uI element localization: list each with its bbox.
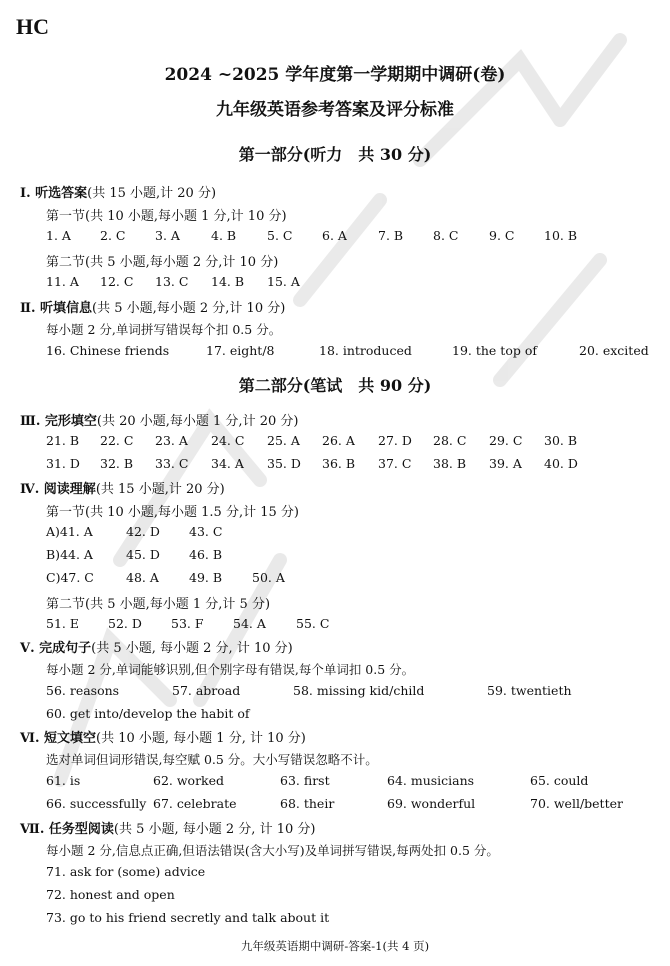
answer-item: 46. B	[189, 547, 223, 562]
answer-item: 11. A	[46, 274, 79, 289]
answer-item: 32. B	[100, 456, 134, 471]
answer-item: 70. well/better	[530, 796, 623, 811]
sec4-sub2: 第二节(共 5 小题,每小题 1 分,计 5 分)	[46, 597, 271, 612]
answer-item: 13. C	[155, 274, 189, 289]
answer-item: 16. Chinese friends	[46, 343, 170, 358]
sec4-sub1: 第一节(共 10 小题,每小题 1.5 分,计 15 分)	[46, 505, 299, 520]
answer-item: 53. F	[171, 616, 204, 631]
answer-item: 28. C	[433, 433, 467, 448]
answer-item: 69. wonderful	[387, 796, 476, 811]
answer-item: 33. C	[155, 456, 189, 471]
answer-item: 18. introduced	[319, 343, 412, 358]
answer-item: 31. D	[46, 456, 80, 471]
answer-item: 45. D	[126, 547, 160, 562]
sec1-sub1: 第一节(共 10 小题,每小题 1 分,计 10 分)	[46, 209, 287, 224]
sec2-note: 每小题 2 分,单词拼写错误每个扣 0.5 分。	[46, 322, 282, 337]
answer-item: 27. D	[378, 433, 412, 448]
answer-item: 62. worked	[153, 773, 225, 788]
answer-item: B)44. A	[46, 547, 93, 562]
answer-item: 37. C	[378, 456, 412, 471]
answer-item: 67. celebrate	[153, 796, 237, 811]
answer-item: 72. honest and open	[46, 887, 175, 902]
answer-item: 61. is	[46, 773, 81, 788]
sec3-title	[20, 410, 298, 429]
answer-item: 1. A	[46, 228, 71, 243]
answer-item: 51. E	[46, 616, 79, 631]
sec1-sub2: 第二节(共 5 小题,每小题 2 分,计 10 分)	[46, 255, 279, 270]
answer-item: 39. A	[489, 456, 522, 471]
sec1-label: Ⅰ. 听选答案	[20, 186, 88, 201]
answer-item: 60. get into/develop the habit of	[46, 706, 250, 721]
answer-item: 8. C	[433, 228, 459, 243]
sec4-title	[20, 478, 225, 497]
sec1-info: (共 15 小题,计 20 分)	[87, 186, 217, 201]
part1-heading: 第一部分(听力 共 30 分)	[238, 145, 432, 164]
sec6-label: Ⅵ. 短文填空	[20, 731, 97, 746]
answer-item: 58. missing kid/child	[293, 683, 425, 698]
answer-item: 34. A	[211, 456, 244, 471]
sec2-title	[20, 297, 285, 316]
answer-item: 21. B	[46, 433, 80, 448]
sec7-note: 每小题 2 分,信息点正确,但语法错误(含大小写)及单词拼写错误,每两处扣 0.5 分。	[46, 843, 499, 858]
answer-item: 5. C	[267, 228, 293, 243]
sec7-title	[20, 818, 315, 837]
answer-item: 35. D	[267, 456, 301, 471]
answer-item: C)47. C	[46, 570, 94, 585]
doc-code: HC	[16, 14, 49, 39]
sec4-label: Ⅳ. 阅读理解	[20, 482, 96, 497]
sec6-note: 选对单词但词形错误,每空赋 0.5 分。大小写错误忽略不计。	[46, 752, 378, 767]
answer-item: 14. B	[211, 274, 245, 289]
answer-item: 40. D	[544, 456, 578, 471]
sec5-note: 每小题 2 分,单词能够识别,但个别字母有错误,每个单词扣 0.5 分。	[46, 662, 415, 677]
answer-item: 65. could	[530, 773, 589, 788]
answer-item: 50. A	[252, 570, 285, 585]
sec5-label: Ⅴ. 完成句子	[20, 641, 92, 656]
answer-item: 54. A	[233, 616, 266, 631]
sec2-label: Ⅱ. 听填信息	[20, 301, 93, 316]
sec2-info: (共 5 小题,每小题 2 分,计 10 分)	[92, 301, 286, 316]
answer-item: A)41. A	[46, 524, 93, 539]
sec5-title	[20, 637, 293, 656]
sec3-info: (共 20 小题,每小题 1 分,计 20 分)	[96, 414, 299, 429]
sec4-info: (共 15 小题,计 20 分)	[95, 482, 225, 497]
answer-item: 73. go to his friend secretly and talk about it	[46, 910, 330, 925]
answer-item: 23. A	[155, 433, 188, 448]
page-footer: 九年级英语期中调研-答案-1(共 4 页)	[240, 939, 430, 953]
answer-item: 15. A	[267, 274, 300, 289]
answer-item: 71. ask for (some) advice	[46, 864, 206, 879]
sec1-title	[20, 182, 216, 201]
answer-item: 17. eight/8	[206, 343, 275, 358]
answer-item: 63. first	[280, 773, 330, 788]
answer-item: 19. the top of	[452, 343, 537, 358]
answer-item: 55. C	[296, 616, 330, 631]
answer-item: 59. twentieth	[487, 683, 572, 698]
sec5-info: (共 5 小题, 每小题 2 分, 计 10 分)	[91, 641, 293, 656]
sec3-label: Ⅲ. 完形填空	[20, 414, 97, 429]
answer-item: 22. C	[100, 433, 134, 448]
answer-item: 25. A	[267, 433, 300, 448]
answer-item: 38. B	[433, 456, 467, 471]
answer-item: 64. musicians	[387, 773, 475, 788]
answer-item: 6. A	[322, 228, 347, 243]
sec6-title	[20, 727, 306, 746]
answer-item: 24. C	[211, 433, 245, 448]
answer-item: 66. successfully	[46, 796, 147, 811]
answer-item: 3. A	[155, 228, 180, 243]
answer-item: 7. B	[378, 228, 404, 243]
answer-item: 49. B	[189, 570, 223, 585]
answer-item: 2. C	[100, 228, 126, 243]
sec6-info: (共 10 小题, 每小题 1 分, 计 10 分)	[96, 731, 306, 746]
answer-item: 48. A	[126, 570, 159, 585]
doc-subtitle: 九年级英语参考答案及评分标准	[216, 100, 454, 120]
answer-item: 42. D	[126, 524, 160, 539]
answer-item: 36. B	[322, 456, 356, 471]
answer-item: 26. A	[322, 433, 355, 448]
answer-item: 57. abroad	[172, 683, 241, 698]
answer-item: 29. C	[489, 433, 523, 448]
answer-item: 9. C	[489, 228, 515, 243]
answer-item: 30. B	[544, 433, 578, 448]
sec7-label: Ⅶ. 任务型阅读	[20, 822, 114, 837]
part2-heading: 第二部分(笔试 共 90 分)	[238, 376, 432, 395]
answer-item: 56. reasons	[46, 683, 120, 698]
answer-item: 43. C	[189, 524, 223, 539]
sec7-info: (共 5 小题, 每小题 2 分, 计 10 分)	[113, 822, 316, 837]
answer-item: 4. B	[211, 228, 237, 243]
answer-item: 68. their	[280, 796, 335, 811]
answer-item: 10. B	[544, 228, 578, 243]
answer-item: 52. D	[108, 616, 142, 631]
doc-title: 2024 ~2025 学年度第一学期期中调研(卷)	[164, 65, 506, 85]
answer-item: 20. excited	[579, 343, 649, 358]
answer-item: 12. C	[100, 274, 134, 289]
